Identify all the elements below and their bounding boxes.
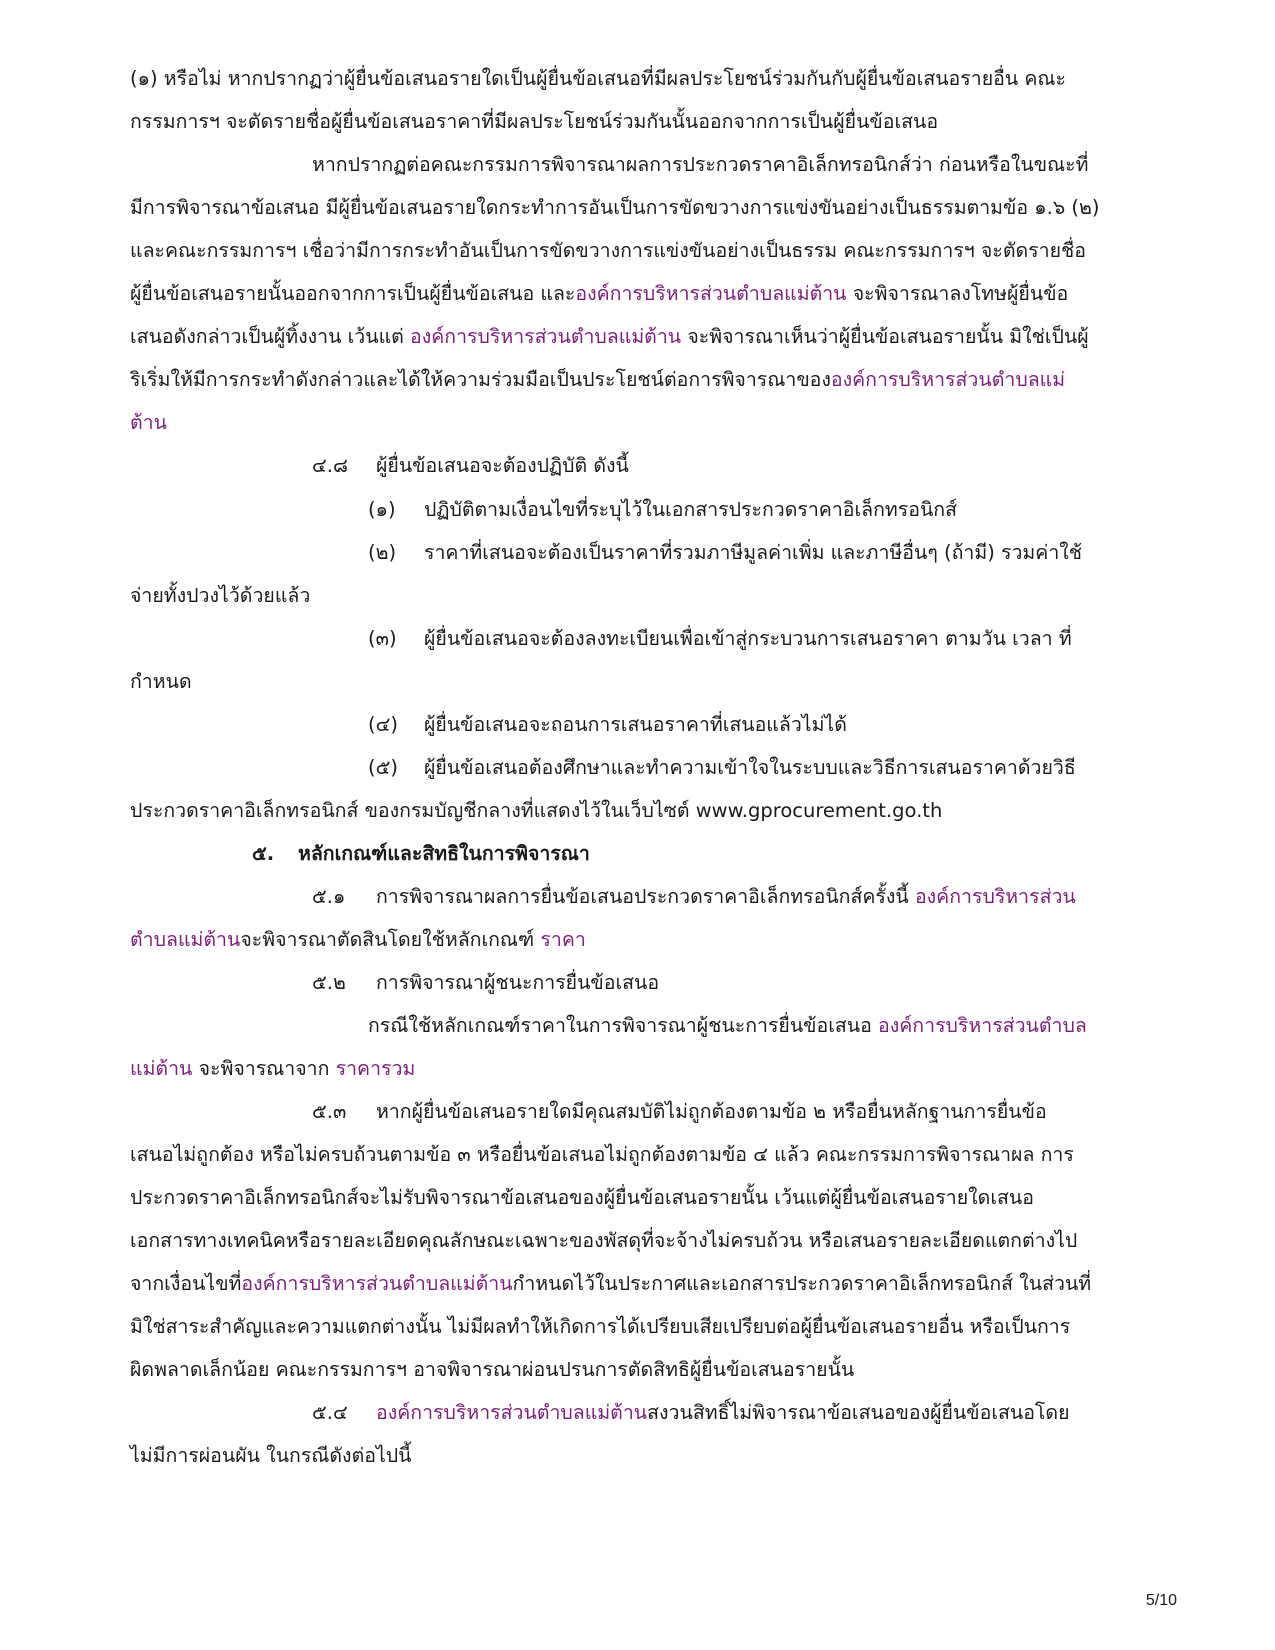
org-name-highlight: องค์การบริหารส่วนตำบลแม่ต้าน [410,325,682,348]
item-text: ราคาที่เสนอจะต้องเป็นราคาที่รวมภาษีมูลค่าเพิ่ม และภาษีอื่นๆ (ถ้ามี) รวมค่าใช้ [424,541,1083,564]
paragraph-line [368,1012,1087,1040]
item-text-continued: จ่ายทั้งปวงไว้ด้วยแล้ว [130,584,311,607]
item-text: ผู้ยื่นข้อเสนอจะถอนการเสนอราคาที่เสนอแล้วไม่ได้ [424,713,847,736]
criteria-highlight: ราคารวม [335,1057,416,1080]
section-title: ผู้ยื่นข้อเสนอจะต้องปฏิบัติ ดังนี้ [376,454,629,477]
item-text: ปฏิบัติตามเงื่อนไขที่ระบุไว้ในเอกสารประกวดราคาอิเล็กทรอนิกส์ [424,498,958,521]
section-number: ๕.๔ [312,1401,348,1424]
section-number: ๕.๓ [312,1100,347,1123]
paragraph-line [130,280,1068,308]
section-heading: หลักเกณฑ์และสิทธิในการพิจารณา [298,842,590,865]
text-span: ผู้ยื่นข้อเสนอรายนั้นออกจากการเป็นผู้ยื่นข้อเสนอ และ [130,282,576,305]
text-span: การพิจารณาผลการยื่นข้อเสนอประกวดราคาอิเล็กทรอนิกส์ครั้งนี้ [376,885,915,908]
org-name-highlight: องค์การบริหารส่วนตำบล [878,1014,1087,1037]
paragraph-line [130,1270,1091,1298]
paragraph-line: และคณะกรรมการฯ เชื่อว่ามีการกระทำอันเป็นการขัดขวางการแข่งขันอย่างเป็นธรรม คณะกรรมการฯ จะตัดรายชื่อ [130,239,1086,262]
section-number: ๕.๒ [312,971,346,994]
paragraph-line: ผิดพลาดเล็กน้อย คณะกรรมการฯ อาจพิจารณาผ่อนปรนการตัดสิทธิผู้ยื่นข้อเสนอรายนั้น [130,1358,855,1381]
paragraph-line: หากปรากฏต่อคณะกรรมการพิจารณาผลการประกวดราคาอิเล็กทรอนิกส์ว่า ก่อนหรือในขณะที่ [312,153,1089,176]
text-span: ริเริ่มให้มีการกระทำดังกล่าวและได้ให้ความร่วมมือเป็นประโยชน์ต่อการพิจารณาของ [130,368,831,391]
org-name-highlight: ตำบลแม่ต้าน [130,928,241,951]
org-name-highlight: องค์การบริหารส่วน [914,885,1076,908]
paragraph-line: ประกวดราคาอิเล็กทรอนิกส์จะไม่รับพิจารณาข้อเสนอของผู้ยื่นข้อเสนอรายนั้น เว้นแต่ผู้ยื่นข้อเสนอรายใดเสนอ [130,1186,1034,1209]
page-number: 5/10 [1145,1592,1177,1609]
paragraph-line: มีการพิจารณาข้อเสนอ มีผู้ยื่นข้อเสนอรายใดกระทำการอันเป็นการขัดขวางการแข่งขันอย่างเป็นธรรมตามข้อ ๑.๖ (๒) [130,196,1100,219]
org-name-highlight: แม่ต้าน [130,1057,193,1080]
item-number: (๔) [368,713,398,736]
org-name-highlight: องค์การบริหารส่วนตำบลแม่ [830,368,1066,391]
item-text-continued: กำหนด [130,670,192,693]
section-number: ๕.๑ [312,885,346,908]
criteria-highlight: ราคา [540,928,586,951]
section-number: ๕. [252,842,275,865]
paragraph-line: มิใช่สาระสำคัญและความแตกต่างนั้น ไม่มีผลทำให้เกิดการได้เปรียบเสียเปรียบต่อผู้ยื่นข้อเสนอรายอื่น หรือเป็นการ [130,1315,1071,1338]
item-text: ผู้ยื่นข้อเสนอจะต้องลงทะเบียนเพื่อเข้าสู่กระบวนการเสนอราคา ตามวัน เวลา ที่ [424,627,1072,650]
paragraph-line [130,1055,415,1083]
item-number: (๒) [368,541,397,564]
paragraph-line [130,926,586,954]
paragraph-line [130,323,1089,351]
text-span: สงวนสิทธิ์ไม่พิจารณาข้อเสนอของผู้ยื่นข้อเสนอโดย [647,1401,1070,1424]
paragraph-line: ไม่มีการผ่อนผัน ในกรณีดังต่อไปนี้ [130,1444,412,1467]
org-name-highlight: องค์การบริหารส่วนตำบลแม่ต้าน [241,1272,513,1295]
text-span: เสนอดังกล่าวเป็นผู้ทิ้งงาน เว้นแต่ [130,325,410,348]
text-span: จะพิจารณาตัดสินโดยใช้หลักเกณฑ์ [240,928,541,951]
org-name-highlight: องค์การบริหารส่วนตำบลแม่ต้าน [575,282,847,305]
item-number: (๕) [368,756,398,779]
paragraph-line [376,1399,1070,1427]
text-span: จะพิจารณาเห็นว่าผู้ยื่นข้อเสนอรายนั้น มิใช่เป็นผู้ [681,325,1089,348]
section-title: การพิจารณาผู้ชนะการยื่นข้อเสนอ [376,971,660,994]
item-text: ผู้ยื่นข้อเสนอต้องศึกษาและทำความเข้าใจในระบบและวิธีการเสนอราคาด้วยวิธี [424,756,1076,779]
text-span: กรณีใช้หลักเกณฑ์ราคาในการพิจารณาผู้ชนะการยื่นข้อเสนอ [368,1014,879,1037]
paragraph-line [376,883,1076,911]
paragraph-line: กรรมการฯ จะตัดรายชื่อผู้ยื่นข้อเสนอราคาที่มีผลประโยชน์ร่วมกันนั้นออกจากการเป็นผู้ยื่นข้อเสนอ [130,110,939,133]
paragraph-line: เอกสารทางเทคนิคหรือรายละเอียดคุณลักษณะเฉพาะของพัสดุที่จะจ้างไม่ครบถ้วน หรือเสนอรายละเอียดแตกต่างไป [130,1229,1078,1252]
section-number: ๔.๘ [312,454,349,477]
org-name-highlight: องค์การบริหารส่วนตำบลแม่ต้าน [376,1401,648,1424]
item-text-continued: ประกวดราคาอิเล็กทรอนิกส์ ของกรมบัญชีกลางที่แสดงไว้ในเว็บไซต์ www.gprocurement.go.th [130,799,943,822]
org-name-highlight: ต้าน [130,411,167,434]
text-span: จากเงื่อนไขที่ [130,1272,242,1295]
text-span: จะพิจารณาจาก [192,1057,336,1080]
paragraph-line [130,366,1065,394]
text-span: จะพิจารณาลงโทษผู้ยื่นข้อ [846,282,1069,305]
paragraph-line: (๑) หรือไม่ หากปรากฏว่าผู้ยื่นข้อเสนอรายใดเป็นผู้ยื่นข้อเสนอที่มีผลประโยชน์ร่วมกันกับผู้ยื่นข้อเสนอรายอื่น คณะ [130,67,1066,90]
item-number: (๑) [368,498,396,521]
text-span: กำหนดไว้ในประกาศและเอกสารประกวดราคาอิเล็กทรอนิกส์ ในส่วนที่ [512,1272,1092,1295]
item-number: (๓) [368,627,397,650]
paragraph-line: หากผู้ยื่นข้อเสนอรายใดมีคุณสมบัติไม่ถูกต้องตามข้อ ๒ หรือยื่นหลักฐานการยื่นข้อ [376,1100,1047,1123]
paragraph-line: เสนอไม่ถูกต้อง หรือไม่ครบถ้วนตามข้อ ๓ หรือยื่นข้อเสนอไม่ถูกต้องตามข้อ ๔ แล้ว คณะกรรมการพิจารณาผล การ [130,1143,1074,1166]
